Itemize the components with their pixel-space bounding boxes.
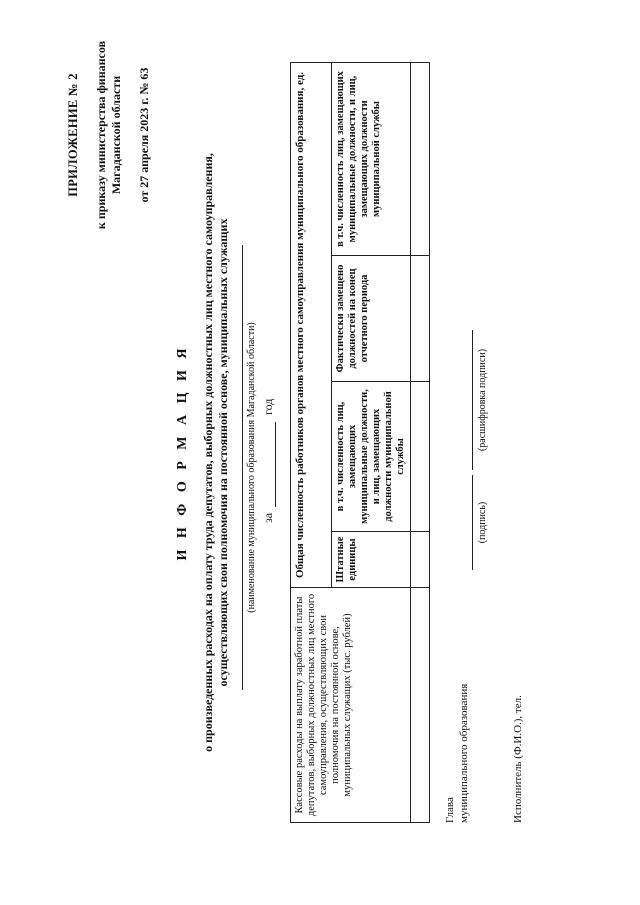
table-cell: [411, 532, 430, 588]
name-line: [472, 330, 473, 470]
period-prefix: за: [261, 512, 275, 523]
table-cell: [411, 256, 430, 382]
appendix-date-line: от 27 апреля 2023 г. № 63: [137, 67, 151, 203]
table-row: [411, 63, 430, 823]
header-total-staff: Общая численность работников органов местного самоуправления муниципального образования, ед.: [291, 63, 332, 588]
table-header-row: [291, 63, 332, 823]
head-role-line1: Глава: [444, 797, 456, 823]
municipality-caption: (наименование муниципального образования Магаданской области): [246, 322, 257, 613]
executor-line: Исполнитель (Ф.И.О.), тел.: [512, 695, 524, 823]
header-staff-units: Штатные единицы: [332, 532, 411, 588]
appendix-title: ПРИЛОЖЕНИЕ № 2: [66, 73, 80, 197]
head-role-line2: муниципального образования: [458, 683, 470, 823]
signature-caption: (подпись): [477, 501, 488, 544]
appendix-order-line: к приказу министерства финансов: [94, 40, 108, 230]
signature-line: [472, 475, 473, 570]
document-title: И Н Ф О Р М А Ц И Я: [175, 344, 190, 561]
period-year-line: [275, 422, 276, 507]
information-table: [290, 62, 430, 823]
table-cell: [411, 382, 430, 532]
header-staff-units-incl: в т.ч. численность лиц, замещающих муниципальные должности, и лиц, замещающих должности муниципальной службы: [332, 382, 411, 532]
header-cash-expenses: Кассовые расходы на выплату заработной платы депутатов, выборных должностных лиц местного самоуправления, осуществляющих свои полномочия на постоянной основе, муниципальных служащих (тыс. рублей): [291, 588, 411, 823]
table-cell: [411, 588, 430, 823]
document-subtitle-line2: осуществляющих свои полномочия на постоянной основе, муниципальных служащих: [216, 218, 230, 687]
municipality-name-line: [242, 245, 243, 690]
period-suffix: год: [261, 398, 275, 415]
name-caption: (расшифровка подписи): [477, 348, 488, 452]
appendix-region-line: Магаданской области: [109, 75, 123, 195]
document-subtitle-line1: о произведенных расходах на оплату труда депутатов, выборных должностных лиц местного самоуправления,: [201, 153, 215, 752]
header-actual-filled-incl: в т.ч. численность лиц, замещающих муниципальные должности, и лиц, замещающих должности муниципальной службы: [332, 63, 411, 256]
header-actual-filled: Фактически замещено должностей на конец отчетного периода: [332, 256, 411, 382]
table-cell: [411, 63, 430, 256]
